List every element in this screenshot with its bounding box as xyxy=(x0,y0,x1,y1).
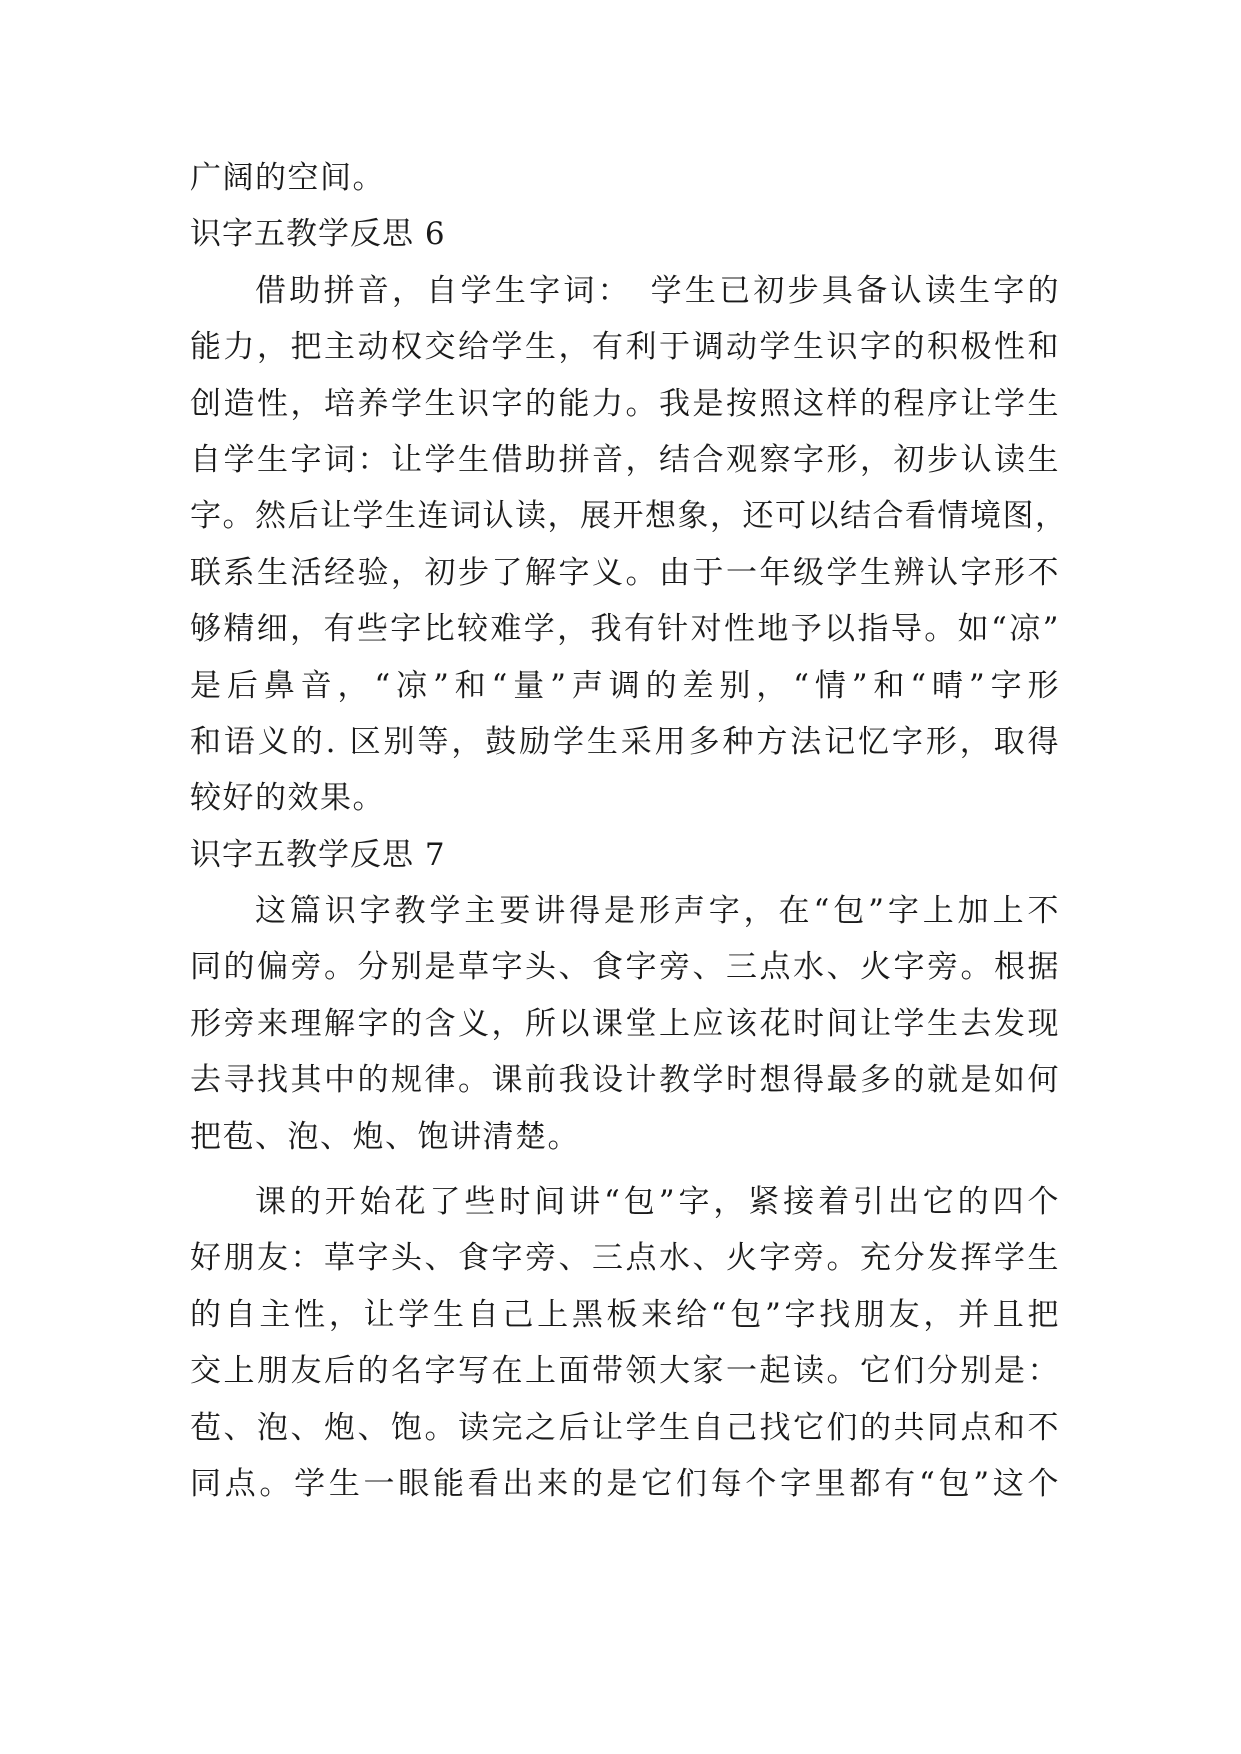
paragraph-line: 形旁来理解字的含义，所以课堂上应该花时间让学生去发现 xyxy=(190,1005,1060,1042)
section-heading: 识字五教学反思 6 xyxy=(190,216,446,253)
section-heading: 识字五教学反思 7 xyxy=(190,836,446,873)
paragraph-line: 去寻找其中的规律。课前我设计教学时想得最多的就是如何 xyxy=(190,1062,1060,1099)
paragraph-line: 够精细，有些字比较难学，我有针对性地予以指导。如“凉” xyxy=(190,611,1060,648)
paragraph-line: 广阔的空间。 xyxy=(190,160,385,196)
paragraph-line: 字。然后让学生连词认读，展开想象，还可以结合看情境图， xyxy=(190,498,1068,535)
paragraph-line: 是后鼻音，“凉”和“量”声调的差别，“情”和“晴”字形 xyxy=(190,667,1060,704)
paragraph-line: 联系生活经验，初步了解字义。由于一年级学生辨认字形不 xyxy=(190,554,1060,591)
paragraph-line: 的自主性，让学生自己上黑板来给“包”字找朋友，并且把 xyxy=(190,1296,1060,1333)
paragraph-line: 把苞、泡、炮、饱讲清楚。 xyxy=(190,1118,580,1155)
paragraph-line: 借助拼音，自学生字词： 学生已初步具备认读生字的 xyxy=(255,272,1060,309)
document-body xyxy=(190,150,1068,1512)
paragraph-line: 课的开始花了些时间讲“包”字，紧接着引出它的四个 xyxy=(255,1184,1060,1221)
paragraph-line: 这篇识字教学主要讲得是形声字，在“包”字上加上不 xyxy=(255,893,1060,930)
paragraph-line: 创造性，培养学生识字的能力。我是按照这样的程序让学生 xyxy=(190,385,1060,422)
paragraph-gap xyxy=(190,1165,1060,1174)
paragraph-line: 交上朋友后的名字写在上面带领大家一起读。它们分别是： xyxy=(190,1353,1060,1390)
paragraph-line: 和语义的. 区别等，鼓励学生采用多种方法记忆字形，取得 xyxy=(190,723,1060,760)
paragraph-line: 好朋友：草字头、食字旁、三点水、火字旁。充分发挥学生 xyxy=(190,1240,1060,1277)
paragraph-line: 自学生字词：让学生借助拼音，结合观察字形，初步认读生 xyxy=(190,441,1060,478)
paragraph-line: 苞、泡、炮、饱。读完之后让学生自己找它们的共同点和不 xyxy=(190,1409,1060,1446)
paragraph-line: 能力，把主动权交给学生，有利于调动学生识字的积极性和 xyxy=(190,329,1060,366)
paragraph-line: 同的偏旁。分别是草字头、食字旁、三点水、火字旁。根据 xyxy=(190,949,1060,986)
paragraph-line: 较好的效果。 xyxy=(190,780,385,817)
paragraph-line: 同点。学生一眼能看出来的是它们每个字里都有“包”这个 xyxy=(190,1465,1060,1502)
